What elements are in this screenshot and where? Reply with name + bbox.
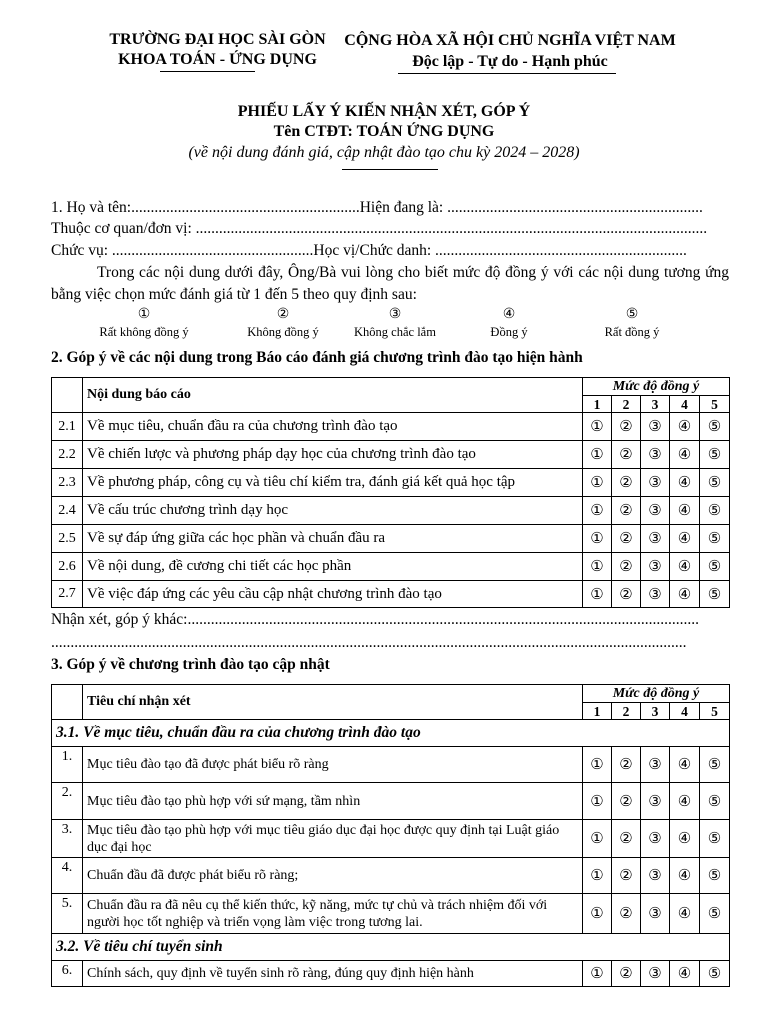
table-row (52, 525, 730, 553)
table-row (52, 497, 730, 525)
rating-option-3[interactable]: ③ (641, 820, 670, 858)
rating-option-5[interactable]: ⑤ (700, 747, 730, 783)
row-criterion: Chuẩn đầu đã được phát biểu rõ ràng; (83, 858, 583, 894)
rating-option-4[interactable]: ④ (670, 525, 700, 553)
rating-option-2[interactable]: ② (612, 469, 641, 497)
col-num-3: 3 (641, 703, 670, 720)
row-number: 2.7 (52, 581, 83, 608)
row-number: 2.3 (52, 469, 83, 497)
row-number: 5. (52, 894, 83, 934)
col-header-criteria: Tiêu chí nhận xét (83, 685, 583, 720)
col-num-1: 1 (583, 396, 612, 413)
title-underline (342, 169, 438, 170)
row-criterion: Mục tiêu đào tạo phù hợp với sứ mạng, tầm nhìn (83, 783, 583, 820)
rating-option-2[interactable]: ② (612, 783, 641, 820)
col-header-content: Nội dung báo cáo (83, 378, 583, 413)
rating-option-4[interactable]: ④ (670, 858, 700, 894)
scale-item-2: ② Không đồng ý (247, 307, 319, 339)
instructions-paragraph: Trong các nội dung dưới đây, Ông/Bà vui lòng cho biết mức độ đồng ý với các nội dung tương ứng bằng việc chọn mức đánh giá từ 1 đến 5 theo quy định sau: (51, 264, 729, 303)
rating-option-1[interactable]: ① (583, 858, 612, 894)
rating-option-1[interactable]: ① (583, 497, 612, 525)
rating-option-3[interactable]: ③ (641, 747, 670, 783)
row-number: 2. (52, 783, 83, 820)
rating-option-3[interactable]: ③ (641, 441, 670, 469)
header-underline-right (398, 73, 616, 74)
rating-option-5[interactable]: ⑤ (700, 961, 730, 987)
rating-option-4[interactable]: ④ (670, 553, 700, 581)
table-row (52, 783, 730, 820)
header-underline-left (160, 71, 255, 72)
row-content: Về chiến lược và phương pháp dạy học của chương trình đào tạo (83, 441, 583, 469)
row-content: Về cấu trúc chương trình dạy học (83, 497, 583, 525)
institution-header (80, 30, 355, 70)
subsection-row (52, 934, 730, 961)
rating-option-1[interactable]: ① (583, 961, 612, 987)
rating-option-5[interactable]: ⑤ (700, 553, 730, 581)
header-blank (52, 685, 83, 720)
rating-option-4[interactable]: ④ (670, 783, 700, 820)
rating-option-5[interactable]: ⑤ (700, 783, 730, 820)
rating-option-4[interactable]: ④ (670, 581, 700, 608)
col-header-agreement: Mức độ đồng ý (583, 378, 730, 396)
rating-option-3[interactable]: ③ (641, 783, 670, 820)
rating-option-1[interactable]: ① (583, 553, 612, 581)
section-2-heading: 2. Góp ý về các nội dung trong Báo cáo đánh giá chương trình đào tạo hiện hành (51, 349, 583, 366)
col-num-2: 2 (612, 396, 641, 413)
col-num-1: 1 (583, 703, 612, 720)
rating-option-5[interactable]: ⑤ (700, 894, 730, 934)
rating-option-1[interactable]: ① (583, 581, 612, 608)
rating-option-2[interactable]: ② (612, 497, 641, 525)
rating-option-1[interactable]: ① (583, 469, 612, 497)
col-num-5: 5 (700, 703, 730, 720)
rating-scale-legend (51, 307, 729, 347)
rating-option-3[interactable]: ③ (641, 553, 670, 581)
rating-option-1[interactable]: ① (583, 525, 612, 553)
rating-option-5[interactable]: ⑤ (700, 497, 730, 525)
rating-option-2[interactable]: ② (612, 961, 641, 987)
country-motto: Độc lập - Tự do - Hạnh phúc (412, 53, 608, 70)
form-subtitle: (về nội dung đánh giá, cập nhật đào tạo chu kỳ 2024 – 2028) (188, 144, 580, 161)
rating-option-3[interactable]: ③ (641, 894, 670, 934)
national-header (330, 30, 690, 72)
country-name: CỘNG HÒA XÃ HỘI CHỦ NGHĨA VIỆT NAM (344, 32, 676, 49)
field-position-degree[interactable]: Chức vụ: ....................................................Học vị/Chức danh: ................................................................. (51, 242, 687, 259)
col-num-5: 5 (700, 396, 730, 413)
rating-option-5[interactable]: ⑤ (700, 581, 730, 608)
field-organization[interactable]: Thuộc cơ quan/đơn vị: .................................................................................................................................... (51, 220, 708, 237)
row-number: 2.1 (52, 413, 83, 441)
section-2-table (51, 377, 730, 608)
scale-item-4: ④ Đồng ý (490, 307, 528, 339)
faculty-name: KHOA TOÁN - ỨNG DỤNG (118, 51, 317, 68)
table-row (52, 469, 730, 497)
rating-option-1[interactable]: ① (583, 441, 612, 469)
field-other-comments[interactable]: Nhận xét, góp ý khác:.................................................................................................................................... (51, 611, 699, 628)
university-name: TRƯỜNG ĐẠI HỌC SÀI GÒN (109, 31, 326, 48)
row-content: Về mục tiêu, chuẩn đầu ra của chương trình đào tạo (83, 413, 583, 441)
rating-option-3[interactable]: ③ (641, 525, 670, 553)
form-title-block (0, 102, 768, 164)
rating-option-1[interactable]: ① (583, 413, 612, 441)
rating-option-4[interactable]: ④ (670, 894, 700, 934)
subsection-row (52, 720, 730, 747)
row-content: Về việc đáp ứng các yêu cầu cập nhật chương trình đào tạo (83, 581, 583, 608)
rating-option-4[interactable]: ④ (670, 961, 700, 987)
rating-option-4[interactable]: ④ (670, 441, 700, 469)
row-number: 2.4 (52, 497, 83, 525)
rating-option-3[interactable]: ③ (641, 961, 670, 987)
rating-option-5[interactable]: ⑤ (700, 413, 730, 441)
rating-option-2[interactable]: ② (612, 581, 641, 608)
rating-option-2[interactable]: ② (612, 525, 641, 553)
rating-option-3[interactable]: ③ (641, 469, 670, 497)
rating-option-4[interactable]: ④ (670, 747, 700, 783)
table-row (52, 894, 730, 934)
col-num-4: 4 (670, 396, 700, 413)
row-number: 3. (52, 820, 83, 858)
row-content: Về sự đáp ứng giữa các học phần và chuẩn đầu ra (83, 525, 583, 553)
scale-item-5: ⑤ Rất đồng ý (604, 307, 660, 339)
rating-option-2[interactable]: ② (612, 858, 641, 894)
field-name-role[interactable]: 1. Họ và tên:...........................................................Hiện đang là: .................................................................. (51, 199, 703, 216)
rating-option-3[interactable]: ③ (641, 858, 670, 894)
comments-dotted-line[interactable]: .................................................................................................................................................................... (51, 634, 687, 651)
col-header-agreement: Mức độ đồng ý (583, 685, 730, 703)
col-num-2: 2 (612, 703, 641, 720)
row-criterion: Mục tiêu đào tạo phù hợp với mục tiêu giáo dục đại học được quy định tại Luật giáo dục đại học (83, 820, 583, 858)
rating-option-4[interactable]: ④ (670, 469, 700, 497)
rating-option-2[interactable]: ② (612, 820, 641, 858)
row-content: Về nội dung, đề cương chi tiết các học phần (83, 553, 583, 581)
row-number: 2.2 (52, 441, 83, 469)
row-criterion: Chính sách, quy định về tuyển sinh rõ ràng, đúng quy định hiện hành (83, 961, 583, 987)
rating-option-5[interactable]: ⑤ (700, 469, 730, 497)
col-num-3: 3 (641, 396, 670, 413)
table-row (52, 747, 730, 783)
section-3-heading: 3. Góp ý về chương trình đào tạo cập nhật (51, 656, 330, 673)
rating-option-2[interactable]: ② (612, 413, 641, 441)
row-criterion: Mục tiêu đào tạo đã được phát biểu rõ ràng (83, 747, 583, 783)
subsection-title: 3.2. Về tiêu chí tuyển sinh (52, 934, 730, 961)
row-number: 1. (52, 747, 83, 783)
table-row (52, 553, 730, 581)
rating-option-4[interactable]: ④ (670, 413, 700, 441)
col-num-4: 4 (670, 703, 700, 720)
table-row (52, 961, 730, 987)
rating-option-3[interactable]: ③ (641, 413, 670, 441)
header-blank (52, 378, 83, 413)
rating-option-1[interactable]: ① (583, 783, 612, 820)
table-row (52, 441, 730, 469)
rating-option-1[interactable]: ① (583, 820, 612, 858)
rating-option-3[interactable]: ③ (641, 497, 670, 525)
rating-option-4[interactable]: ④ (670, 497, 700, 525)
row-content: Về phương pháp, công cụ và tiêu chí kiểm tra, đánh giá kết quả học tập (83, 469, 583, 497)
row-number: 2.5 (52, 525, 83, 553)
rating-option-4[interactable]: ④ (670, 820, 700, 858)
row-number: 4. (52, 858, 83, 894)
form-title: PHIẾU LẤY Ý KIẾN NHẬN XÉT, GÓP Ý (237, 103, 531, 120)
table-row (52, 413, 730, 441)
row-number: 6. (52, 961, 83, 987)
rating-option-5[interactable]: ⑤ (700, 441, 730, 469)
table-row (52, 581, 730, 608)
section-3-table (51, 684, 730, 987)
rating-option-5[interactable]: ⑤ (700, 858, 730, 894)
subsection-title: 3.1. Về mục tiêu, chuẩn đầu ra của chương trình đào tạo (52, 720, 730, 747)
rating-option-3[interactable]: ③ (641, 581, 670, 608)
rating-option-2[interactable]: ② (612, 553, 641, 581)
rating-option-5[interactable]: ⑤ (700, 820, 730, 858)
rating-option-2[interactable]: ② (612, 747, 641, 783)
rating-option-2[interactable]: ② (612, 894, 641, 934)
rating-option-1[interactable]: ① (583, 747, 612, 783)
program-name: Tên CTĐT: TOÁN ỨNG DỤNG (273, 123, 495, 140)
rating-option-5[interactable]: ⑤ (700, 525, 730, 553)
row-criterion: Chuẩn đầu ra đã nêu cụ thể kiến thức, kỹ năng, mức tự chủ và trách nhiệm đối với người học tốt nghiệp và triển vọng làm việc trong tương lai. (83, 894, 583, 934)
row-number: 2.6 (52, 553, 83, 581)
rating-option-2[interactable]: ② (612, 441, 641, 469)
table-row (52, 820, 730, 858)
scale-item-3: ③ Không chắc lắm (354, 307, 436, 339)
rating-option-1[interactable]: ① (583, 894, 612, 934)
scale-item-1: ① Rất không đồng ý (99, 307, 189, 339)
table-row (52, 858, 730, 894)
